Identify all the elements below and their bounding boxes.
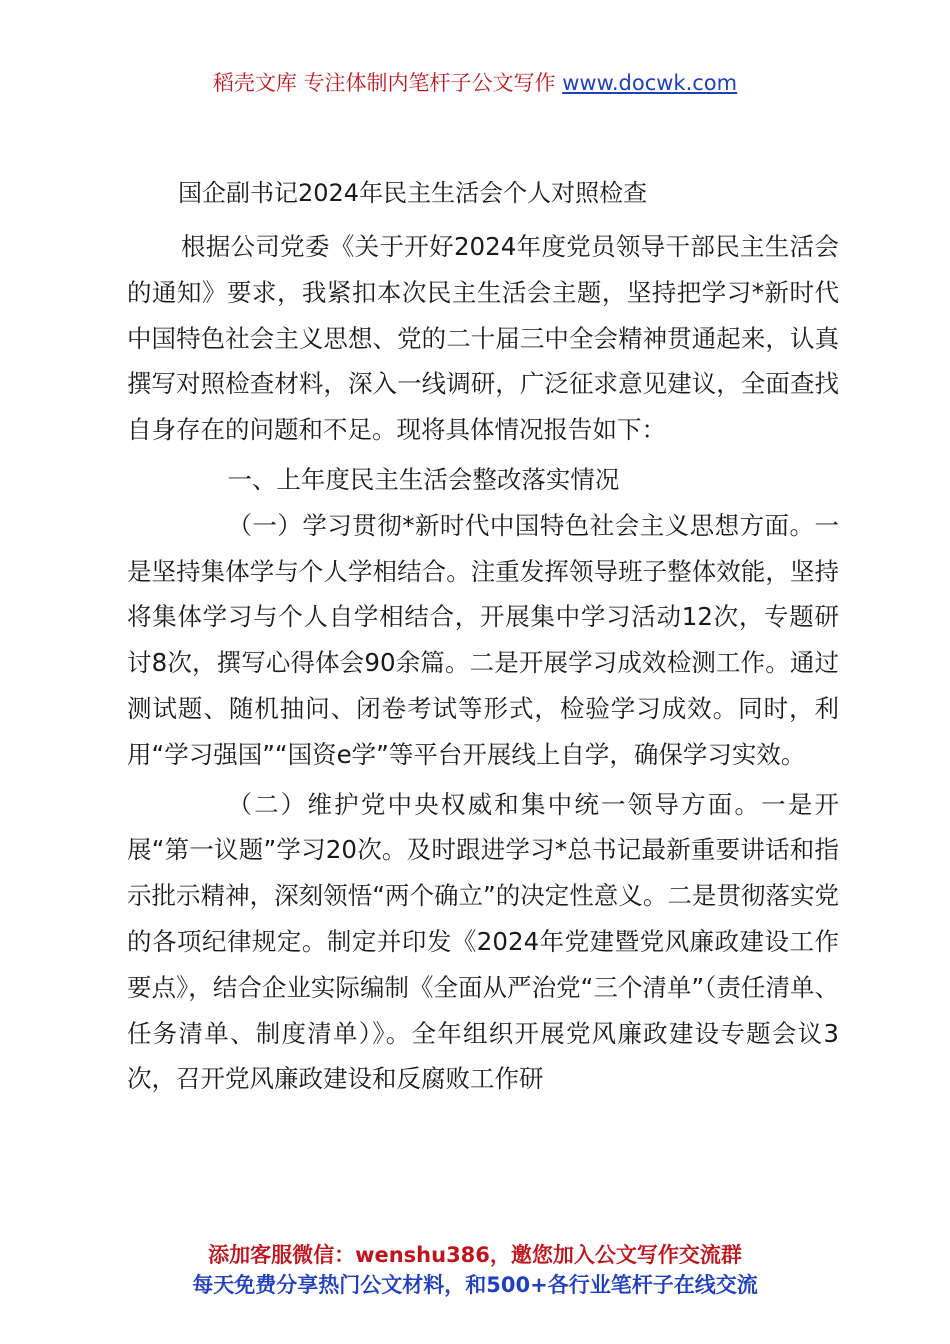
footer-line-share: 每天免费分享热门公文材料，和500+各行业笔杆子在线交流: [192, 1273, 758, 1297]
section-heading: 一、上年度民主生活会整改落实情况: [227, 464, 620, 494]
document-body: [127, 224, 839, 1102]
paragraph-authority: （二）维护党中央权威和集中统一领导方面。一是开展“第一议题”学习20次。及时跟进学习*总书记最新重要讲话和指示批示精神，深刻领悟“两个确立”的决定性意义。二是贯彻落实党的各项纪律规定。制定并印发《2024年党建暨党风廉政建设工作要点》，结合企业实际编制《全面从严治党“三个清单”（责任清单、任务清单、制度清单）》。全年组织开展党风廉政建设专题会议3次，召开党风廉政建设和反腐败工作研: [127, 789, 839, 1094]
site-banner-text: 稻壳文库 专注体制内笔杆子公文写作: [212, 71, 556, 95]
promo-footer: [0, 1240, 950, 1300]
footer-line-wechat: 添加客服微信：wenshu386，邀您加入公文写作交流群: [208, 1243, 742, 1267]
document-title: 国企副书记2024年民主生活会个人对照检查: [178, 179, 648, 207]
intro-paragraph: 根据公司党委《关于开好2024年度党员领导干部民主生活会的通知》要求，我紧扣本次民主生活会主题，坚持把学习*新时代中国特色社会主义思想、党的二十届三中全会精神贯通起来，认真撰写对照检查材料，深入一线调研，广泛征求意见建议，全面查找自身存在的问题和不足。现将具体情况报告如下：: [127, 232, 839, 445]
site-link[interactable]: www.docwk.com: [562, 71, 738, 95]
paragraph-study: （一）学习贯彻*新时代中国特色社会主义思想方面。一是坚持集体学与个人学相结合。注重发挥领导班子整体效能，坚持将集体学习与个人自学相结合，开展集中学习活动12次，专题研讨8次，撰写心得体会90余篇。二是开展学习成效检测工作。通过测试题、随机抽问、闭卷考试等形式，检验学习成效。同时，利用“学习强国”“国资e学”等平台开展线上自学，确保学习实效。: [127, 510, 839, 769]
site-banner: [0, 68, 950, 98]
